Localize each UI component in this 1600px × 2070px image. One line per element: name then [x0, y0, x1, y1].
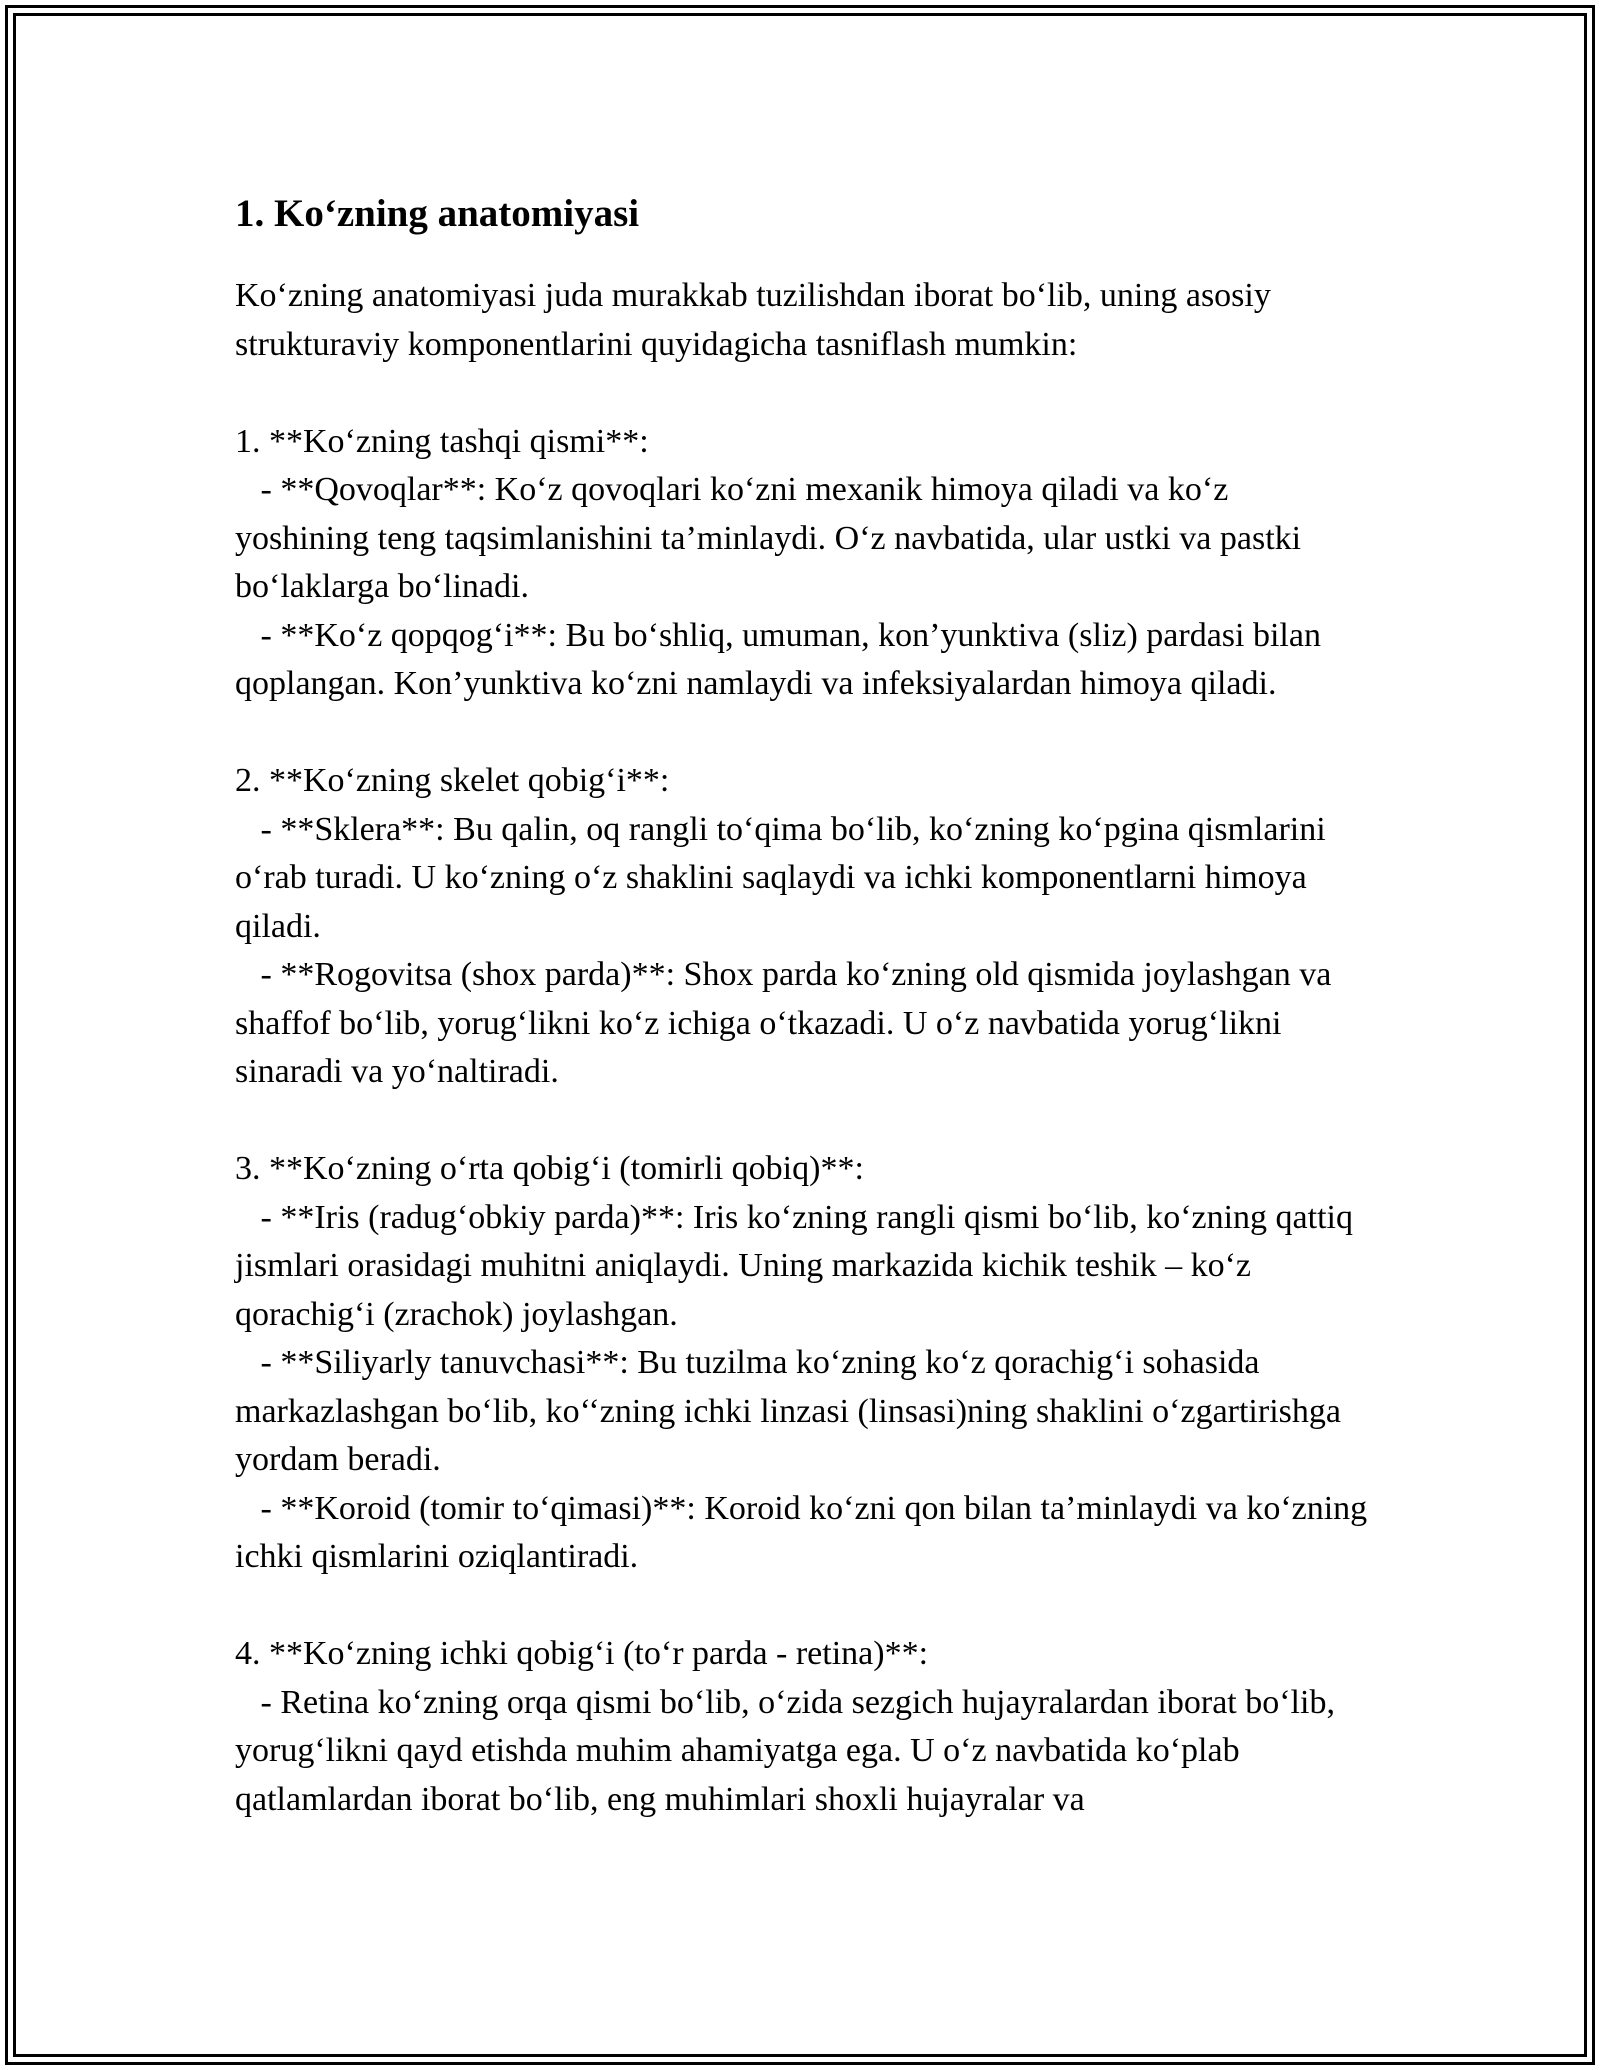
section-item: - **Ko‘z qopqog‘i**: Bu bo‘shliq, umuman, kon’yunktiva (sliz) pardasi bilan qoplangan. Kon’yunktiva ko‘zni namlaydi va infeksiyalardan himoya qiladi. [235, 616, 1330, 702]
intro-paragraph: Ko‘zning anatomiyasi juda murakkab tuzilishdan iborat bo‘lib, uning asosiy strukturaviy komponentlarini quyidagicha tasniflash mumkin: [235, 277, 1280, 363]
paragraph-gap [235, 369, 1370, 418]
section-title: 1. **Ko‘zning tashqi qismi**: [235, 422, 649, 460]
document-body [235, 188, 1376, 1824]
section-4 [235, 1630, 1370, 1824]
section-title: 3. **Ko‘zning o‘rta qobig‘i (tomirli qobiq)**: [235, 1150, 864, 1187]
section-item: - Retina ko‘zning orqa qismi bo‘lib, o‘zida sezgich hujayralardan iborat bo‘lib, yorug‘likni qayd etishda muhim ahamiyatga ega. U o‘z navbatida ko‘plab qatlamlardan iborat bo‘lib, eng muhimlari shoxli hujayralar va [235, 1683, 1344, 1818]
section-item: - **Sklera**: Bu qalin, oq rangli to‘qima bo‘lib, ko‘zning ko‘pgina qismlarini o‘rab turadi. U ko‘zning o‘z shaklini saqlaydi va ichki komponentlarni himoya qiladi. [235, 810, 1335, 945]
section-item: - **Rogovitsa (shox parda)**: Shox parda ko‘zning old qismida joylashgan va shaffof bo‘lib, yorug‘likni ko‘z ichiga o‘tkazadi. U o‘z navbatida yorug‘likni sinaradi va yo‘naltiradi. [235, 956, 1340, 1090]
section-item: - **Qovoqlar**: Ko‘z qovoqlari ko‘zni mexanik himoya qiladi va ko‘z yoshining teng taqsimlanishini ta’minlaydi. O‘z navbatida, ular ustki va pastki bo‘laklarga bo‘linadi. [235, 471, 1310, 605]
paragraph-gap [235, 709, 1370, 758]
paragraph-gap [235, 1582, 1370, 1631]
section-item: - **Iris (radug‘obkiy parda)**: Iris ko‘zning rangli qismi bo‘lib, ko‘zning qattiq jismlari orasidagi muhitni aniqlaydi. Uning markazida kichik teshik – ko‘z qorachig‘i (zrachok) joylashgan. [235, 1198, 1362, 1333]
document-heading: 1. Ko‘zning anatomiyasi [235, 192, 640, 235]
paragraph-gap [235, 1097, 1370, 1146]
section-item: - **Koroid (tomir to‘qimasi)**: Koroid ko‘zni qon bilan ta’minlaydi va ko‘zning ichki qismlarini oziqlantiradi. [235, 1489, 1376, 1575]
section-title: 4. **Ko‘zning ichki qobig‘i (to‘r parda - retina)**: [235, 1635, 929, 1672]
section-1 [235, 418, 1370, 709]
section-2 [235, 757, 1370, 1097]
section-item: - **Siliyarly tanuvchasi**: Bu tuzilma ko‘zning ko‘z qorachig‘i sohasida markazlashgan bo‘lib, ko‘‘zning ichki linzasi (linsasi)ning shaklini o‘zgartirishga yordam beradi. [235, 1344, 1350, 1478]
section-3 [235, 1145, 1376, 1582]
section-title: 2. **Ko‘zning skelet qobig‘i**: [235, 762, 670, 799]
